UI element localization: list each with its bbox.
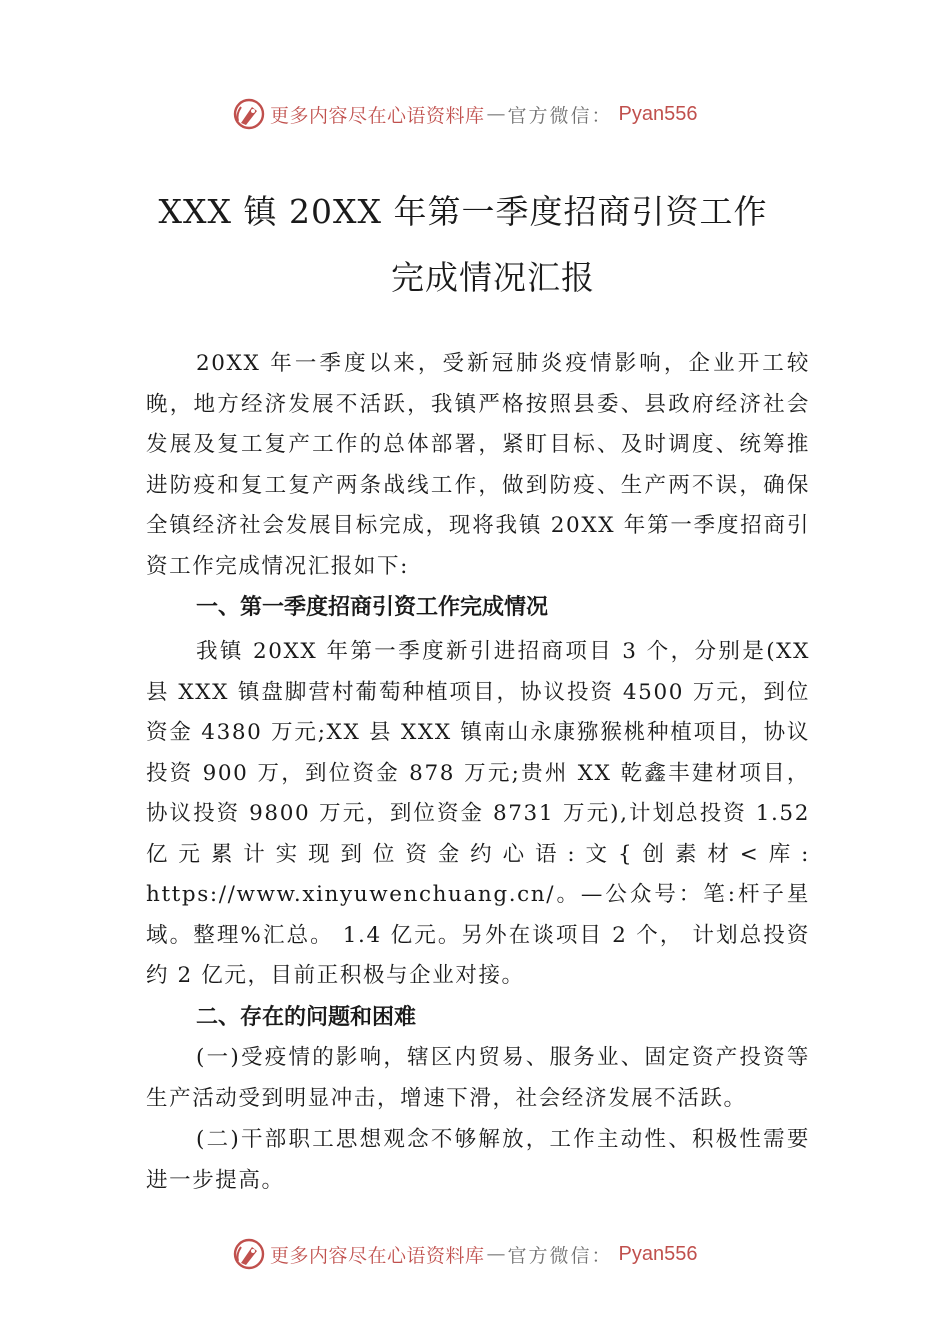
section-2-item-2: (二)干部职工思想观念不够解放，工作主动性、积极性需要进一步提高。 bbox=[146, 1127, 810, 1193]
banner-wechat-handle: Pyan556 bbox=[618, 102, 698, 125]
banner-wechat-label: 官方微信： bbox=[507, 1244, 613, 1267]
document-title-line-1: XXX 镇 20XX 年第一季度招商引资工作 bbox=[158, 192, 768, 231]
footer-banner bbox=[232, 1236, 698, 1272]
banner-brand-text: 更多内容尽在心语资料库 bbox=[270, 104, 485, 127]
document-title-line-2: 完成情况汇报 bbox=[391, 258, 595, 297]
banner-wechat-label: 官方微信： bbox=[507, 104, 613, 127]
pen-nib-icon bbox=[232, 97, 266, 131]
banner-brand-text: 更多内容尽在心语资料库 bbox=[270, 1244, 485, 1267]
section-1-paragraph: 我镇 20XX 年第一季度新引进招商项目 3 个，分别是(XX 县 XXX 镇盘脚营村葡萄种植项目，协议投资 4500 万元，到位资金 4380 万元;XX 县 XXX 镇南山永康猕猴桃种植项目，协议投资 900 万，到位资金 878 万元;贵州 XX 乾鑫丰建材项目，协议投资 9800 万元，到位资金 8731 万元),计划总投资 1.52 亿元累计实现到位资金约心语:文{创素材<库: https://www.xinyuwenchuang.cn/。—公众号：笔:杆子星域。整理%汇总。 1.4 亿元。另外在谈项目 2 个， 计划总投资约 2 亿元，目前正积极与企业对接。 bbox=[146, 639, 810, 988]
section-2-heading: 二、存在的问题和困难 bbox=[196, 1005, 417, 1030]
banner-separator: — bbox=[486, 1243, 506, 1265]
banner-separator: — bbox=[486, 103, 506, 125]
section-2-item-1: (一)受疫情的影响，辖区内贸易、服务业、固定资产投资等生产活动受到明显冲击，增速下滑，社会经济发展不活跃。 bbox=[146, 1045, 810, 1111]
banner-wechat-handle: Pyan556 bbox=[618, 1242, 698, 1265]
intro-paragraph: 20XX 年一季度以来，受新冠肺炎疫情影响，企业开工较晚，地方经济发展不活跃，我镇严格按照县委、县政府经济社会发展及复工复产工作的总体部署，紧盯目标、及时调度、统筹推进防疫和复工复产两条战线工作，做到防疫、生产两不误，确保全镇经济社会发展目标完成，现将我镇 20XX 年第一季度招商引资工作完成情况汇报如下: bbox=[146, 351, 810, 579]
pen-nib-icon bbox=[232, 1237, 266, 1271]
section-1-heading: 一、第一季度招商引资工作完成情况 bbox=[196, 595, 549, 620]
header-banner bbox=[232, 96, 698, 132]
